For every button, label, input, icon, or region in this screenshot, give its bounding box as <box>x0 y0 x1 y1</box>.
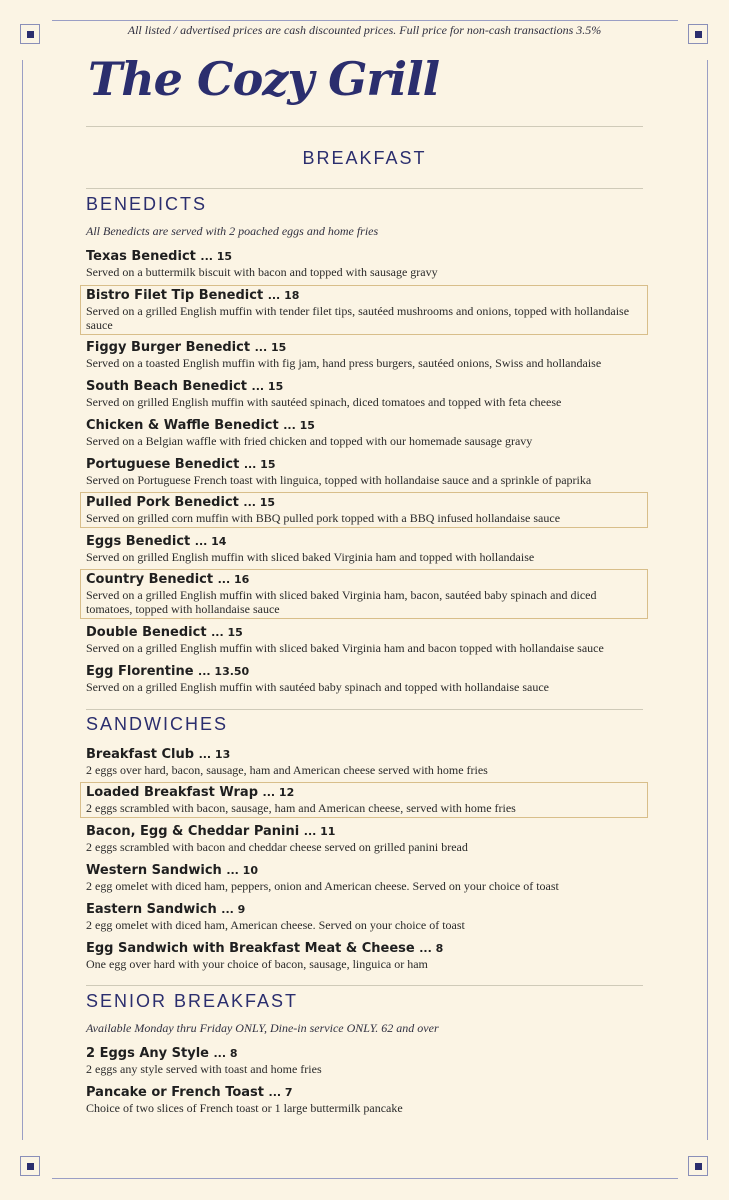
menu-item <box>86 664 646 694</box>
item-price: ... 15 <box>243 496 276 509</box>
item-name: Breakfast Club <box>86 747 195 762</box>
frame-rule-left <box>22 60 23 1140</box>
item-description: 2 eggs scrambled with bacon and cheddar cheese served on grilled panini bread <box>86 840 468 854</box>
divider <box>86 709 643 710</box>
item-price: ... 15 <box>251 380 284 393</box>
divider <box>86 985 643 986</box>
section-title-benedicts: BENEDICTS <box>86 194 208 214</box>
menu-item-featured <box>80 782 648 818</box>
menu-item <box>86 340 646 370</box>
item-description: Served on a grilled English muffin with sliced baked Virginia ham, bacon, sautéed baby spinach and diced tomatoes, topped with hollandaise sauce <box>86 588 597 616</box>
item-name: Egg Sandwich with Breakfast Meat & Cheese <box>86 941 415 956</box>
item-name: 2 Eggs Any Style <box>86 1046 209 1061</box>
item-price: ... 8 <box>419 942 444 955</box>
section-title-sandwiches: SANDWICHES <box>86 714 229 734</box>
item-description: Served on a grilled English muffin with sliced baked Virginia ham and bacon topped with hollandaise sauce <box>86 641 604 655</box>
item-price: ... 15 <box>283 419 315 432</box>
item-description: 2 eggs over hard, bacon, sausage, ham and American cheese served with home fries <box>86 763 488 777</box>
item-name: Loaded Breakfast Wrap <box>86 785 259 800</box>
menu-item <box>86 625 646 655</box>
frame-rule-top <box>52 20 678 21</box>
menu-item <box>86 747 646 777</box>
item-price: ... 8 <box>213 1047 238 1060</box>
item-description: 2 egg omelet with diced ham, peppers, onion and American cheese. Served on your choice of toast <box>86 879 559 893</box>
item-price: ... 15 <box>211 626 243 639</box>
item-price: ... 13.50 <box>198 665 250 678</box>
item-price: ... 10 <box>226 864 258 877</box>
item-description: Served on a toasted English muffin with fig jam, hand press burgers, sautéed onions, Swiss and hollandaise <box>86 356 602 370</box>
item-name: Bistro Filet Tip Benedict <box>86 288 264 303</box>
item-price: ... 14 <box>194 535 227 548</box>
item-name: Pulled Pork Benedict <box>86 495 239 510</box>
restaurant-logo: The Cozy Grill <box>88 52 440 106</box>
item-description: Served on a buttermilk biscuit with bacon and topped with sausage gravy <box>86 265 438 279</box>
item-name: Texas Benedict <box>86 249 196 264</box>
item-price: ... 9 <box>221 903 246 916</box>
frame-rule-bottom <box>52 1178 678 1179</box>
item-name: Bacon, Egg & Cheddar Panini <box>86 824 300 839</box>
item-name: Egg Florentine <box>86 664 194 679</box>
item-price: ... 7 <box>268 1086 293 1099</box>
item-name: Country Benedict <box>86 572 214 587</box>
menu-item-featured <box>80 285 648 335</box>
menu-item <box>86 863 646 893</box>
item-description: Served on grilled English muffin with sautéed spinach, diced tomatoes and topped with feta cheese <box>86 395 562 409</box>
item-description: Served on a grilled English muffin with tender filet tips, sautéed mushrooms and onions, topped with hollandaise sauce <box>86 304 630 332</box>
menu-item <box>86 1085 646 1115</box>
item-price: ... 18 <box>267 289 300 302</box>
divider <box>86 188 643 189</box>
item-price: ... 15 <box>243 458 276 471</box>
item-price: ... 11 <box>303 825 336 838</box>
item-description: 2 egg omelet with diced ham, American cheese. Served on your choice of toast <box>86 918 465 932</box>
divider <box>86 126 643 127</box>
price-notice: All listed / advertised prices are cash discounted prices. Full price for non-cash transactions 3.5% <box>127 23 602 37</box>
section-note-senior-breakfast: Available Monday thru Friday ONLY, Dine-in service ONLY. 62 and over <box>86 1021 439 1035</box>
section-title-senior-breakfast: SENIOR BREAKFAST <box>86 991 299 1011</box>
frame-rule-right <box>707 60 708 1140</box>
item-name: Double Benedict <box>86 625 207 640</box>
menu-item <box>86 457 646 487</box>
item-name: Chicken & Waffle Benedict <box>86 418 279 433</box>
menu-item <box>86 249 646 279</box>
item-description: Choice of two slices of French toast or 1 large buttermilk pancake <box>86 1101 403 1115</box>
item-description: Served on grilled corn muffin with BBQ pulled pork topped with a BBQ infused hollandaise sauce <box>86 511 561 525</box>
item-description: Served on grilled English muffin with sliced baked Virginia ham and topped with hollandaise <box>86 550 535 564</box>
item-description: Served on Portuguese French toast with linguica, topped with hollandaise sauce and a sprinkle of paprika <box>86 473 592 487</box>
item-price: ... 15 <box>254 341 287 354</box>
page-heading: BREAKFAST <box>302 148 427 168</box>
corner-ornament <box>20 1156 40 1176</box>
item-name: Eggs Benedict <box>86 534 191 549</box>
item-price: ... 16 <box>217 573 250 586</box>
menu-item <box>86 534 646 564</box>
item-name: Eastern Sandwich <box>86 902 217 917</box>
corner-ornament <box>688 1156 708 1176</box>
item-price: ... 12 <box>262 786 295 799</box>
item-name: Pancake or French Toast <box>86 1085 265 1100</box>
item-name: Portuguese Benedict <box>86 457 240 472</box>
item-description: Served on a grilled English muffin with sautéed baby spinach and topped with hollandaise sauce <box>86 680 550 694</box>
item-name: Figgy Burger Benedict <box>86 340 251 355</box>
menu-item <box>86 941 646 971</box>
menu-item <box>86 902 646 932</box>
menu-item-featured <box>80 492 648 528</box>
item-description: 2 eggs any style served with toast and home fries <box>86 1062 322 1076</box>
menu-item <box>86 824 646 854</box>
menu-item <box>86 1046 646 1076</box>
item-description: 2 eggs scrambled with bacon, sausage, ham and American cheese, served with home fries <box>86 801 516 815</box>
menu-item <box>86 379 646 409</box>
menu-item <box>86 418 646 448</box>
item-name: South Beach Benedict <box>86 379 248 394</box>
item-description: Served on a Belgian waffle with fried chicken and topped with our homemade sausage gravy <box>86 434 533 448</box>
menu-item-featured <box>80 569 648 619</box>
item-price: ... 15 <box>200 250 233 263</box>
item-name: Western Sandwich <box>86 863 222 878</box>
item-description: One egg over hard with your choice of bacon, sausage, linguica or ham <box>86 957 428 971</box>
item-price: ... 13 <box>198 748 231 761</box>
section-note-benedicts: All Benedicts are served with 2 poached eggs and home fries <box>86 224 379 238</box>
